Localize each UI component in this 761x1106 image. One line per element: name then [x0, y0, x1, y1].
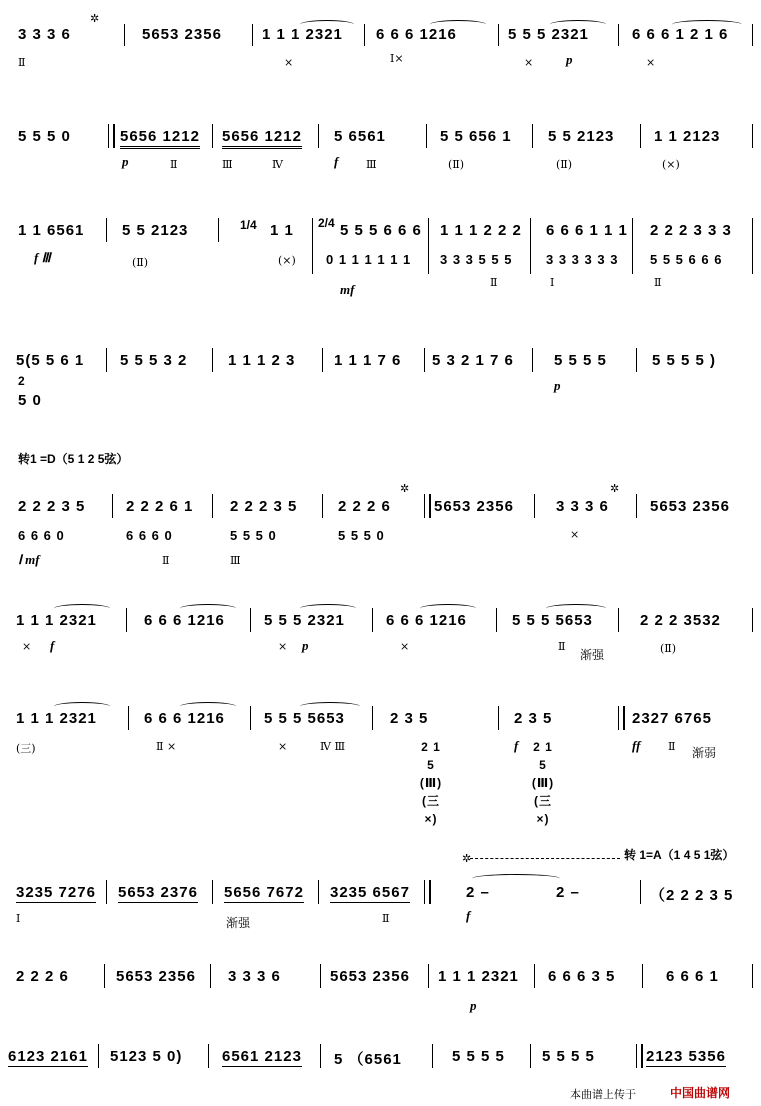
mark: 渐弱: [692, 746, 717, 760]
mark: (三): [16, 742, 36, 755]
measure: 5 6561: [334, 128, 386, 145]
site-logo[interactable]: 中国曲谱网: [670, 1086, 731, 1100]
measure: 5 5 656 1: [440, 128, 512, 145]
measure: 2 –: [556, 884, 580, 901]
measure: 5 5 5 5653: [264, 710, 345, 727]
measure: 6 6 6 1 2 1 6: [632, 26, 729, 43]
measure: 2327 6765: [632, 710, 712, 727]
measure: 1 1 1 2 3: [228, 352, 296, 369]
measure: 2 2 2 3 5: [230, 498, 298, 515]
measure: 3 3 3 6: [18, 26, 71, 43]
mark: (Ⅱ): [448, 158, 465, 171]
dynamic-mark: p: [566, 52, 573, 67]
measure: 6123 2161: [8, 1048, 88, 1065]
mark: Ⅱ: [162, 554, 170, 567]
lower-voice: 3 3 3 3 3 3: [546, 252, 619, 267]
dynamic-mark: p: [302, 638, 309, 653]
lower-voice: 5 5 5 6 6 6: [650, 252, 723, 267]
measure: 5656 7672: [224, 884, 304, 901]
mark: Ⅱ: [170, 158, 178, 171]
measure: 2 –: [466, 884, 490, 901]
mark: Ⅱ ×: [156, 740, 177, 753]
measure: 2 3 5: [514, 710, 553, 727]
measure: 5653 2356: [116, 968, 196, 985]
measure: 1 1 1 2321: [16, 612, 97, 629]
dynamic-mark: f: [50, 638, 55, 653]
measure: （2 2 2 3 5: [650, 887, 734, 904]
dynamic-mark: ff: [632, 738, 641, 753]
accent-star: ✲: [400, 482, 410, 495]
dynamic-mark: p: [122, 154, 129, 169]
measure: 5 5 5 5: [542, 1048, 595, 1065]
accent-star: ✲: [462, 852, 472, 865]
measure: 5 5 5 6 6 6: [340, 222, 422, 239]
measure: 6 6 6 1: [666, 968, 719, 985]
measure: 1 1 1 2321: [262, 26, 343, 43]
score-row-9: [0, 958, 761, 1018]
measure: 5 5 2123: [548, 128, 615, 145]
mark: ×: [284, 56, 294, 69]
measure: 5 5 5 2321: [508, 26, 589, 43]
accent-star: ✲: [90, 12, 100, 25]
lower-voice: 2 1 5 (Ⅲ) (三×): [531, 740, 555, 826]
measure: 5(5 5 6 1: [16, 352, 85, 369]
measure: 5 5 2123: [122, 222, 189, 239]
measure: 1 1 1 2321: [16, 710, 97, 727]
key-change: 转 1=A（1 4 5 1弦）: [624, 848, 735, 862]
measure: 6 6 6 1216: [144, 710, 225, 727]
measure: 2123 5356: [646, 1048, 726, 1065]
time-signature: 1/4: [240, 218, 257, 232]
measure: 6 6 6 1216: [376, 26, 457, 43]
measure: 6561 2123: [222, 1048, 302, 1065]
lower-voice: 0 1 1 1 1 1 1: [326, 252, 412, 267]
mark: (Ⅱ): [556, 158, 573, 171]
mark: (×): [278, 254, 296, 267]
measure: 3 3 3 6: [228, 968, 281, 985]
lower-voice: 2: [18, 374, 26, 388]
measure: 5653 2356: [650, 498, 730, 515]
measure: 5656 1212: [120, 128, 200, 149]
mark: 渐强: [580, 648, 605, 662]
measure: 1 1 1 7 6: [334, 352, 402, 369]
lower-voice: 5 5 5 0: [230, 528, 277, 543]
measure: 2 2 2 3 3 3: [650, 222, 732, 239]
measure: 2 3 5: [390, 710, 429, 727]
mark: Ⅰ×: [390, 52, 404, 65]
measure: 5 5 5 5: [452, 1048, 505, 1065]
mark: Ⅲ: [366, 158, 377, 171]
measure: 5653 2356: [142, 26, 222, 43]
measure: 5 5 5 0: [18, 128, 71, 145]
mark: ×: [400, 640, 410, 653]
mark: (Ⅱ): [132, 256, 149, 269]
mark: Ⅲ: [230, 554, 241, 567]
measure: 6 6 6 1216: [386, 612, 467, 629]
mark: Ⅱ: [668, 740, 676, 753]
mark: Ⅰ: [550, 276, 555, 289]
lower-voice: 5 0: [18, 392, 42, 409]
measure: 5 5 5 5: [554, 352, 607, 369]
score-row-1: [0, 12, 761, 108]
measure: 5653 2376: [118, 884, 198, 901]
accent-star: ✲: [610, 482, 620, 495]
measure: 5 5 5 2321: [264, 612, 345, 629]
measure: 2 2 2 6 1: [126, 498, 194, 515]
score-row-8: [0, 842, 761, 932]
measure: 6 6 6 1216: [144, 612, 225, 629]
dynamic-mark: f Ⅲ: [34, 250, 51, 265]
score-row-10: [0, 1040, 761, 1080]
key-change: 转1 =D（5 1 2 5弦）: [18, 452, 129, 466]
mark: ×: [524, 56, 534, 69]
mark: (×): [662, 158, 680, 171]
measure: 2 2 2 6: [338, 498, 391, 515]
dynamic-mark: f: [334, 154, 339, 169]
measure: 2 2 2 3 5: [18, 498, 86, 515]
mark: ×: [278, 740, 288, 753]
mark: Ⅱ: [490, 276, 498, 289]
measure: 1 1 2123: [654, 128, 721, 145]
measure: 5653 2356: [434, 498, 514, 515]
mark: Ⅱ: [558, 640, 566, 653]
measure: 5 5 5 5653: [512, 612, 593, 629]
lower-voice: 5 5 5 0: [338, 528, 385, 543]
measure: 2 2 2 6: [16, 968, 69, 985]
mark: Ⅱ: [654, 276, 662, 289]
measure: 5 5 5 5 ): [652, 352, 717, 369]
measure: 1 1 1 2321: [438, 968, 519, 985]
measure: 3235 7276: [16, 884, 96, 901]
lower-voice: 3 3 3 5 5 5: [440, 252, 513, 267]
mark: ×: [646, 56, 656, 69]
mark: Ⅳ: [272, 158, 283, 171]
mark: 渐强: [226, 916, 251, 930]
measure: 3 3 3 6: [556, 498, 609, 515]
time-signature: 2/4: [318, 216, 335, 230]
dashed-slur: [470, 858, 620, 859]
score-row-6: [0, 600, 761, 670]
dynamic-mark: f: [466, 908, 471, 923]
dynamic-mark: f: [514, 738, 519, 753]
measure: 5 3 2 1 7 6: [432, 352, 514, 369]
measure: 2 2 2 3532: [640, 612, 721, 629]
mark: Ⅳ Ⅲ: [320, 740, 346, 753]
mark: Ⅱ: [18, 56, 26, 69]
measure: 5653 2356: [330, 968, 410, 985]
measure: 1 1 6561: [18, 222, 85, 239]
lower-voice: 6 6 6 0: [126, 528, 173, 543]
measure: 5 5 5 3 2: [120, 352, 188, 369]
measure: 6 6 6 3 5: [548, 968, 616, 985]
measure: 1 1 1 2 2 2: [440, 222, 522, 239]
score-row-2: [0, 118, 761, 208]
measure: 1 1: [270, 222, 294, 239]
measure: 5123 5 0): [110, 1048, 183, 1065]
mark: Ⅱ: [382, 912, 390, 925]
mark: (Ⅱ): [660, 642, 677, 655]
dynamic-mark: Ⅰ mf: [18, 552, 40, 567]
score-row-4: [0, 336, 761, 416]
score-row-7: [0, 698, 761, 838]
measure: 5 （6561: [334, 1051, 402, 1068]
footer-text: 本曲谱上传于: [570, 1089, 636, 1101]
measure: 5656 1212: [222, 128, 302, 149]
dynamic-mark: mf: [340, 282, 355, 297]
mark: Ⅰ: [16, 912, 21, 925]
mark: ×: [22, 640, 32, 653]
mark: ×: [278, 640, 288, 653]
lower-voice: 2 1 5 (Ⅲ) (三×): [419, 740, 443, 826]
score-row-3: [0, 212, 761, 312]
measure: 3235 6567: [330, 884, 410, 901]
mark: ×: [570, 528, 580, 541]
dynamic-mark: p: [470, 998, 477, 1013]
score-row-5: [0, 482, 761, 578]
mark: Ⅲ: [222, 158, 233, 171]
measure: 6 6 6 1 1 1: [546, 222, 628, 239]
dynamic-mark: p: [554, 378, 561, 393]
lower-voice: 6 6 6 0: [18, 528, 65, 543]
